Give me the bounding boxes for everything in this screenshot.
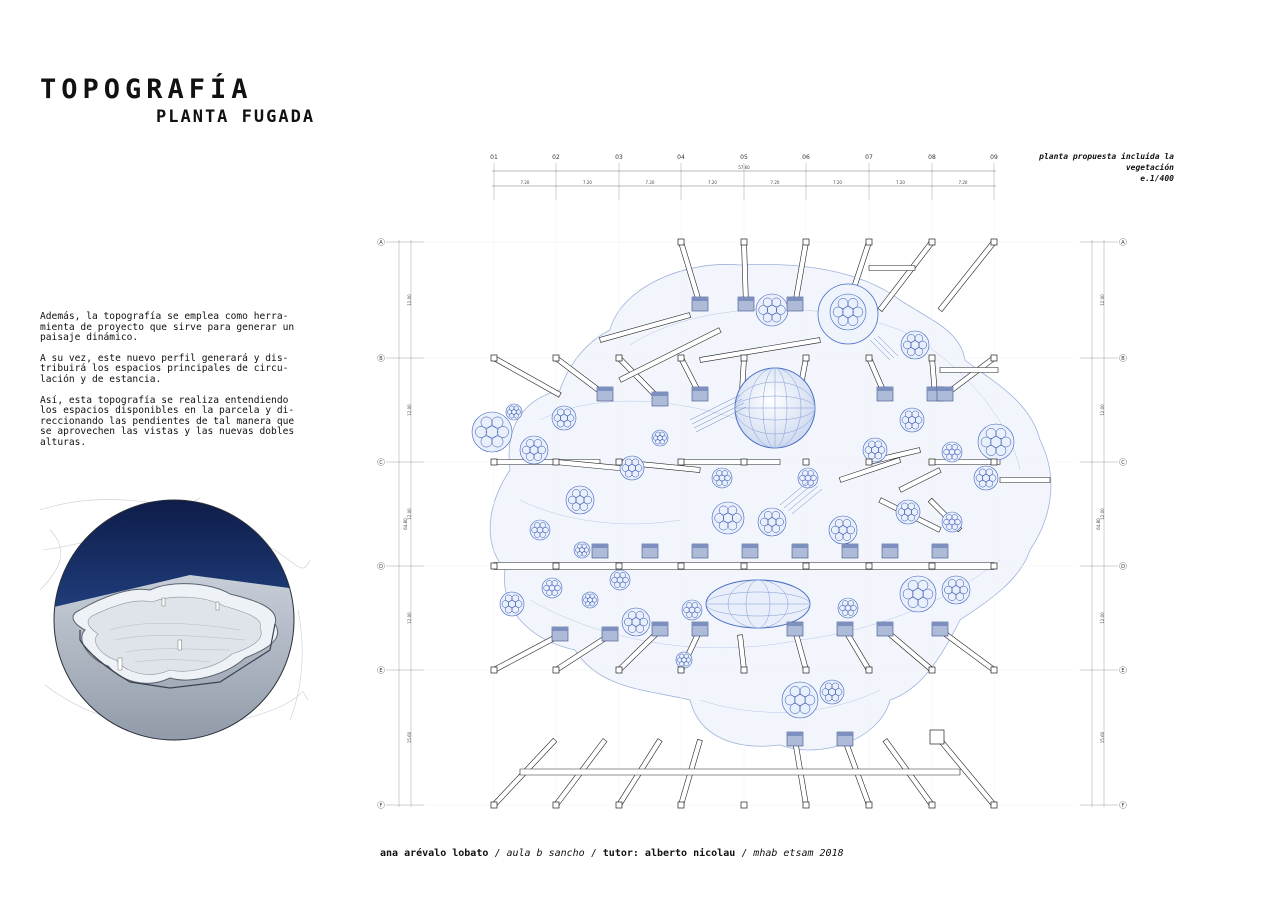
column-block-top (602, 627, 618, 631)
beam (940, 368, 998, 373)
column-block-top (792, 544, 808, 548)
beam (681, 460, 780, 465)
row-spacing-label: 12.00 (1100, 612, 1105, 624)
grid-row-label: E (1121, 668, 1125, 674)
column-marker (991, 563, 997, 569)
grid-column-label: 02 (552, 154, 560, 161)
row-spacing-label: 15.60 (1100, 731, 1105, 744)
main-dome (735, 368, 815, 448)
separator: / (584, 848, 603, 859)
column-marker (803, 802, 809, 808)
column-marker (741, 459, 747, 465)
column-block-top (692, 387, 708, 391)
column-block-top (592, 544, 608, 548)
column-marker (553, 355, 559, 361)
grid-row-label: A (379, 240, 383, 246)
row-spacing-label: 12.00 (407, 294, 412, 306)
column-block-top (932, 544, 948, 548)
column-block-top (842, 544, 858, 548)
tree-canopy (520, 436, 548, 464)
tree-canopy (900, 576, 936, 612)
column-marker (929, 239, 935, 245)
column-marker (741, 239, 747, 245)
column-marker (866, 459, 872, 465)
classroom-label: aula b sancho (506, 848, 585, 859)
column-marker (866, 802, 872, 808)
tree-canopy (622, 608, 650, 636)
column-spacing-label: 7.20 (520, 180, 530, 185)
tree-canopy (863, 438, 887, 462)
column-marker (991, 802, 997, 808)
row-spacing-label: 12.00 (407, 508, 412, 520)
column-marker (741, 355, 747, 361)
column-marker (553, 667, 559, 673)
oval-dome (706, 580, 810, 628)
column-marker (803, 239, 809, 245)
tree-canopy (838, 598, 858, 618)
tree-canopy (506, 404, 522, 420)
column-marker (929, 459, 935, 465)
tree-canopy (652, 430, 668, 446)
column-marker (929, 667, 935, 673)
tree-canopy (566, 486, 594, 514)
row-spacing-label: 12.00 (1100, 404, 1105, 416)
tree-canopy (552, 406, 576, 430)
column-marker (929, 355, 935, 361)
column-marker (616, 459, 622, 465)
grid-column-label: 03 (615, 154, 623, 161)
grid-row-label: C (1121, 460, 1125, 466)
separator: / (735, 848, 754, 859)
column-marker (678, 459, 684, 465)
tree-canopy (620, 456, 644, 480)
tree-canopy (942, 576, 970, 604)
tree-canopy (901, 331, 929, 359)
column-marker (678, 355, 684, 361)
grid-column-label: 07 (865, 154, 873, 161)
grid-row-label: E (379, 668, 383, 674)
column-spacing-label: 7.20 (958, 180, 968, 185)
total-height-label: 64.80 (1096, 518, 1101, 530)
column-marker (929, 563, 935, 569)
separator: / (488, 848, 507, 859)
column-marker (741, 563, 747, 569)
column-block-top (652, 622, 668, 626)
tree-canopy (610, 570, 630, 590)
column-block-top (552, 627, 568, 631)
column-spacing-label: 7.20 (583, 180, 592, 185)
column-marker (491, 459, 497, 465)
beam (938, 240, 996, 311)
column-marker (616, 563, 622, 569)
column-block-top (877, 622, 893, 626)
column-marker (678, 802, 684, 808)
column-marker (991, 459, 997, 465)
tree-canopy (978, 424, 1014, 460)
beam (520, 769, 960, 775)
column-marker (678, 239, 684, 245)
grid-column-label: 09 (990, 154, 998, 161)
tree-canopy (758, 508, 786, 536)
column-marker (553, 459, 559, 465)
column-block-top (937, 387, 953, 391)
grid-row-label: F (379, 803, 383, 809)
credits-footer (380, 848, 844, 859)
grid-row-label: F (1121, 803, 1125, 809)
column-marker (491, 802, 497, 808)
plan-label-line: planta propuesta incluida la (1039, 152, 1174, 161)
column-spacing-label: 7.20 (645, 180, 655, 185)
column-marker (866, 667, 872, 673)
column-marker (491, 667, 497, 673)
tree-canopy (582, 592, 598, 608)
tree-canopy (830, 294, 866, 330)
tree-canopy (472, 412, 512, 452)
total-width-label: 57.60 (738, 165, 750, 170)
description-paragraph: Además, la topografía se emplea como herra-mienta de proyecto que sirve para generar un paisaje dinámico. (40, 311, 295, 344)
column-marker (678, 563, 684, 569)
row-spacing-label: 12.00 (1100, 294, 1105, 306)
grid-row-label: D (1121, 564, 1125, 570)
tree-canopy (542, 578, 562, 598)
school-label: mhab etsam 2018 (753, 848, 844, 859)
page-title: TOPOGRAFÍA (40, 74, 253, 105)
column-spacing-label: 7.20 (833, 180, 842, 185)
tree-canopy (712, 468, 732, 488)
tree-canopy (756, 294, 788, 326)
beam (869, 266, 915, 271)
column-marker (866, 239, 872, 245)
column-block-top (692, 544, 708, 548)
page-subtitle: PLANTA FUGADA (156, 107, 316, 127)
column-marker (678, 667, 684, 673)
grid-row-label: B (379, 356, 383, 362)
column-marker (803, 459, 809, 465)
column-marker (803, 667, 809, 673)
beam (493, 356, 561, 397)
column-marker (553, 802, 559, 808)
tree-canopy (820, 680, 844, 704)
column-block-top (597, 387, 613, 391)
grid-row-label: B (1121, 356, 1125, 362)
tree-canopy (974, 466, 998, 490)
tree-canopy (782, 682, 818, 718)
column-marker (929, 802, 935, 808)
column-marker (741, 802, 747, 808)
tree-canopy (712, 502, 744, 534)
column-block-top (742, 544, 758, 548)
column-spacing-label: 7.20 (708, 180, 717, 185)
grid-row-label: C (379, 460, 383, 466)
tree-canopy (942, 512, 962, 532)
row-spacing-label: 12.00 (407, 612, 412, 624)
column-marker (616, 802, 622, 808)
column-block-top (692, 297, 708, 301)
tree-canopy (574, 542, 590, 558)
row-spacing-label: 12.00 (1100, 508, 1105, 520)
tree-canopy (530, 520, 550, 540)
column-block-top (642, 544, 658, 548)
column-marker (866, 563, 872, 569)
column-marker (741, 667, 747, 673)
column-marker (491, 563, 497, 569)
column-marker (803, 355, 809, 361)
column-block-top (787, 732, 803, 736)
author-name: ana arévalo lobato (380, 848, 489, 859)
row-spacing-label: 12.00 (407, 404, 412, 416)
column-block-top (837, 622, 853, 626)
column-marker (803, 563, 809, 569)
description-paragraph: Así, esta topografía se realiza entendiendo los espacios disponibles en la parcela y di-reccionando las pendientes de tal manera que se aprovechen las vistas y las nuevas dobles alturas. (40, 394, 295, 448)
tree-canopy (676, 652, 692, 668)
grid-row-label: A (1121, 240, 1125, 246)
column-marker (553, 563, 559, 569)
column-block-top (692, 622, 708, 626)
column-marker (991, 355, 997, 361)
plan-label-line: e.1/400 (1140, 174, 1174, 183)
tree-canopy (682, 600, 702, 620)
description-paragraph: A su vez, este nuevo perfil generará y dis-tribuirá los espacios principales de circu-lación y de estancia. (40, 352, 289, 385)
column-block-top (787, 622, 803, 626)
column-block-top (932, 622, 948, 626)
beam (1000, 478, 1050, 483)
column-spacing-label: 7.20 (770, 180, 780, 185)
column-marker (616, 667, 622, 673)
column-block-top (738, 297, 754, 301)
grid-column-label: 08 (928, 154, 936, 161)
column-marker (866, 355, 872, 361)
column-block-top (882, 544, 898, 548)
tree-canopy (798, 468, 818, 488)
column-block-top (652, 392, 668, 396)
beam (932, 460, 1000, 465)
total-height-label: 64.80 (403, 518, 408, 530)
column-spacing-label: 7.20 (896, 180, 905, 185)
column-block-top (877, 387, 893, 391)
grid-column-label: 05 (740, 154, 748, 161)
column-marker (491, 355, 497, 361)
grid-column-label: 04 (677, 154, 685, 161)
tree-canopy (896, 500, 920, 524)
tree-canopy (829, 516, 857, 544)
plan-label-line: vegetación (1125, 163, 1174, 172)
column-marker (930, 730, 944, 744)
column-block-top (787, 297, 803, 301)
tree-canopy (942, 442, 962, 462)
row-spacing-label: 15.60 (407, 731, 412, 744)
column-marker (616, 355, 622, 361)
grid-column-label: 06 (802, 154, 810, 161)
tree-canopy (900, 408, 924, 432)
grid-column-label: 01 (490, 154, 498, 161)
beam (493, 633, 561, 672)
column-marker (991, 667, 997, 673)
beam (878, 240, 934, 311)
tutor-label: tutor: alberto nicolau (602, 848, 736, 859)
column-marker (991, 239, 997, 245)
tree-canopy (500, 592, 524, 616)
grid-row-label: D (379, 564, 383, 570)
column-block-top (837, 732, 853, 736)
